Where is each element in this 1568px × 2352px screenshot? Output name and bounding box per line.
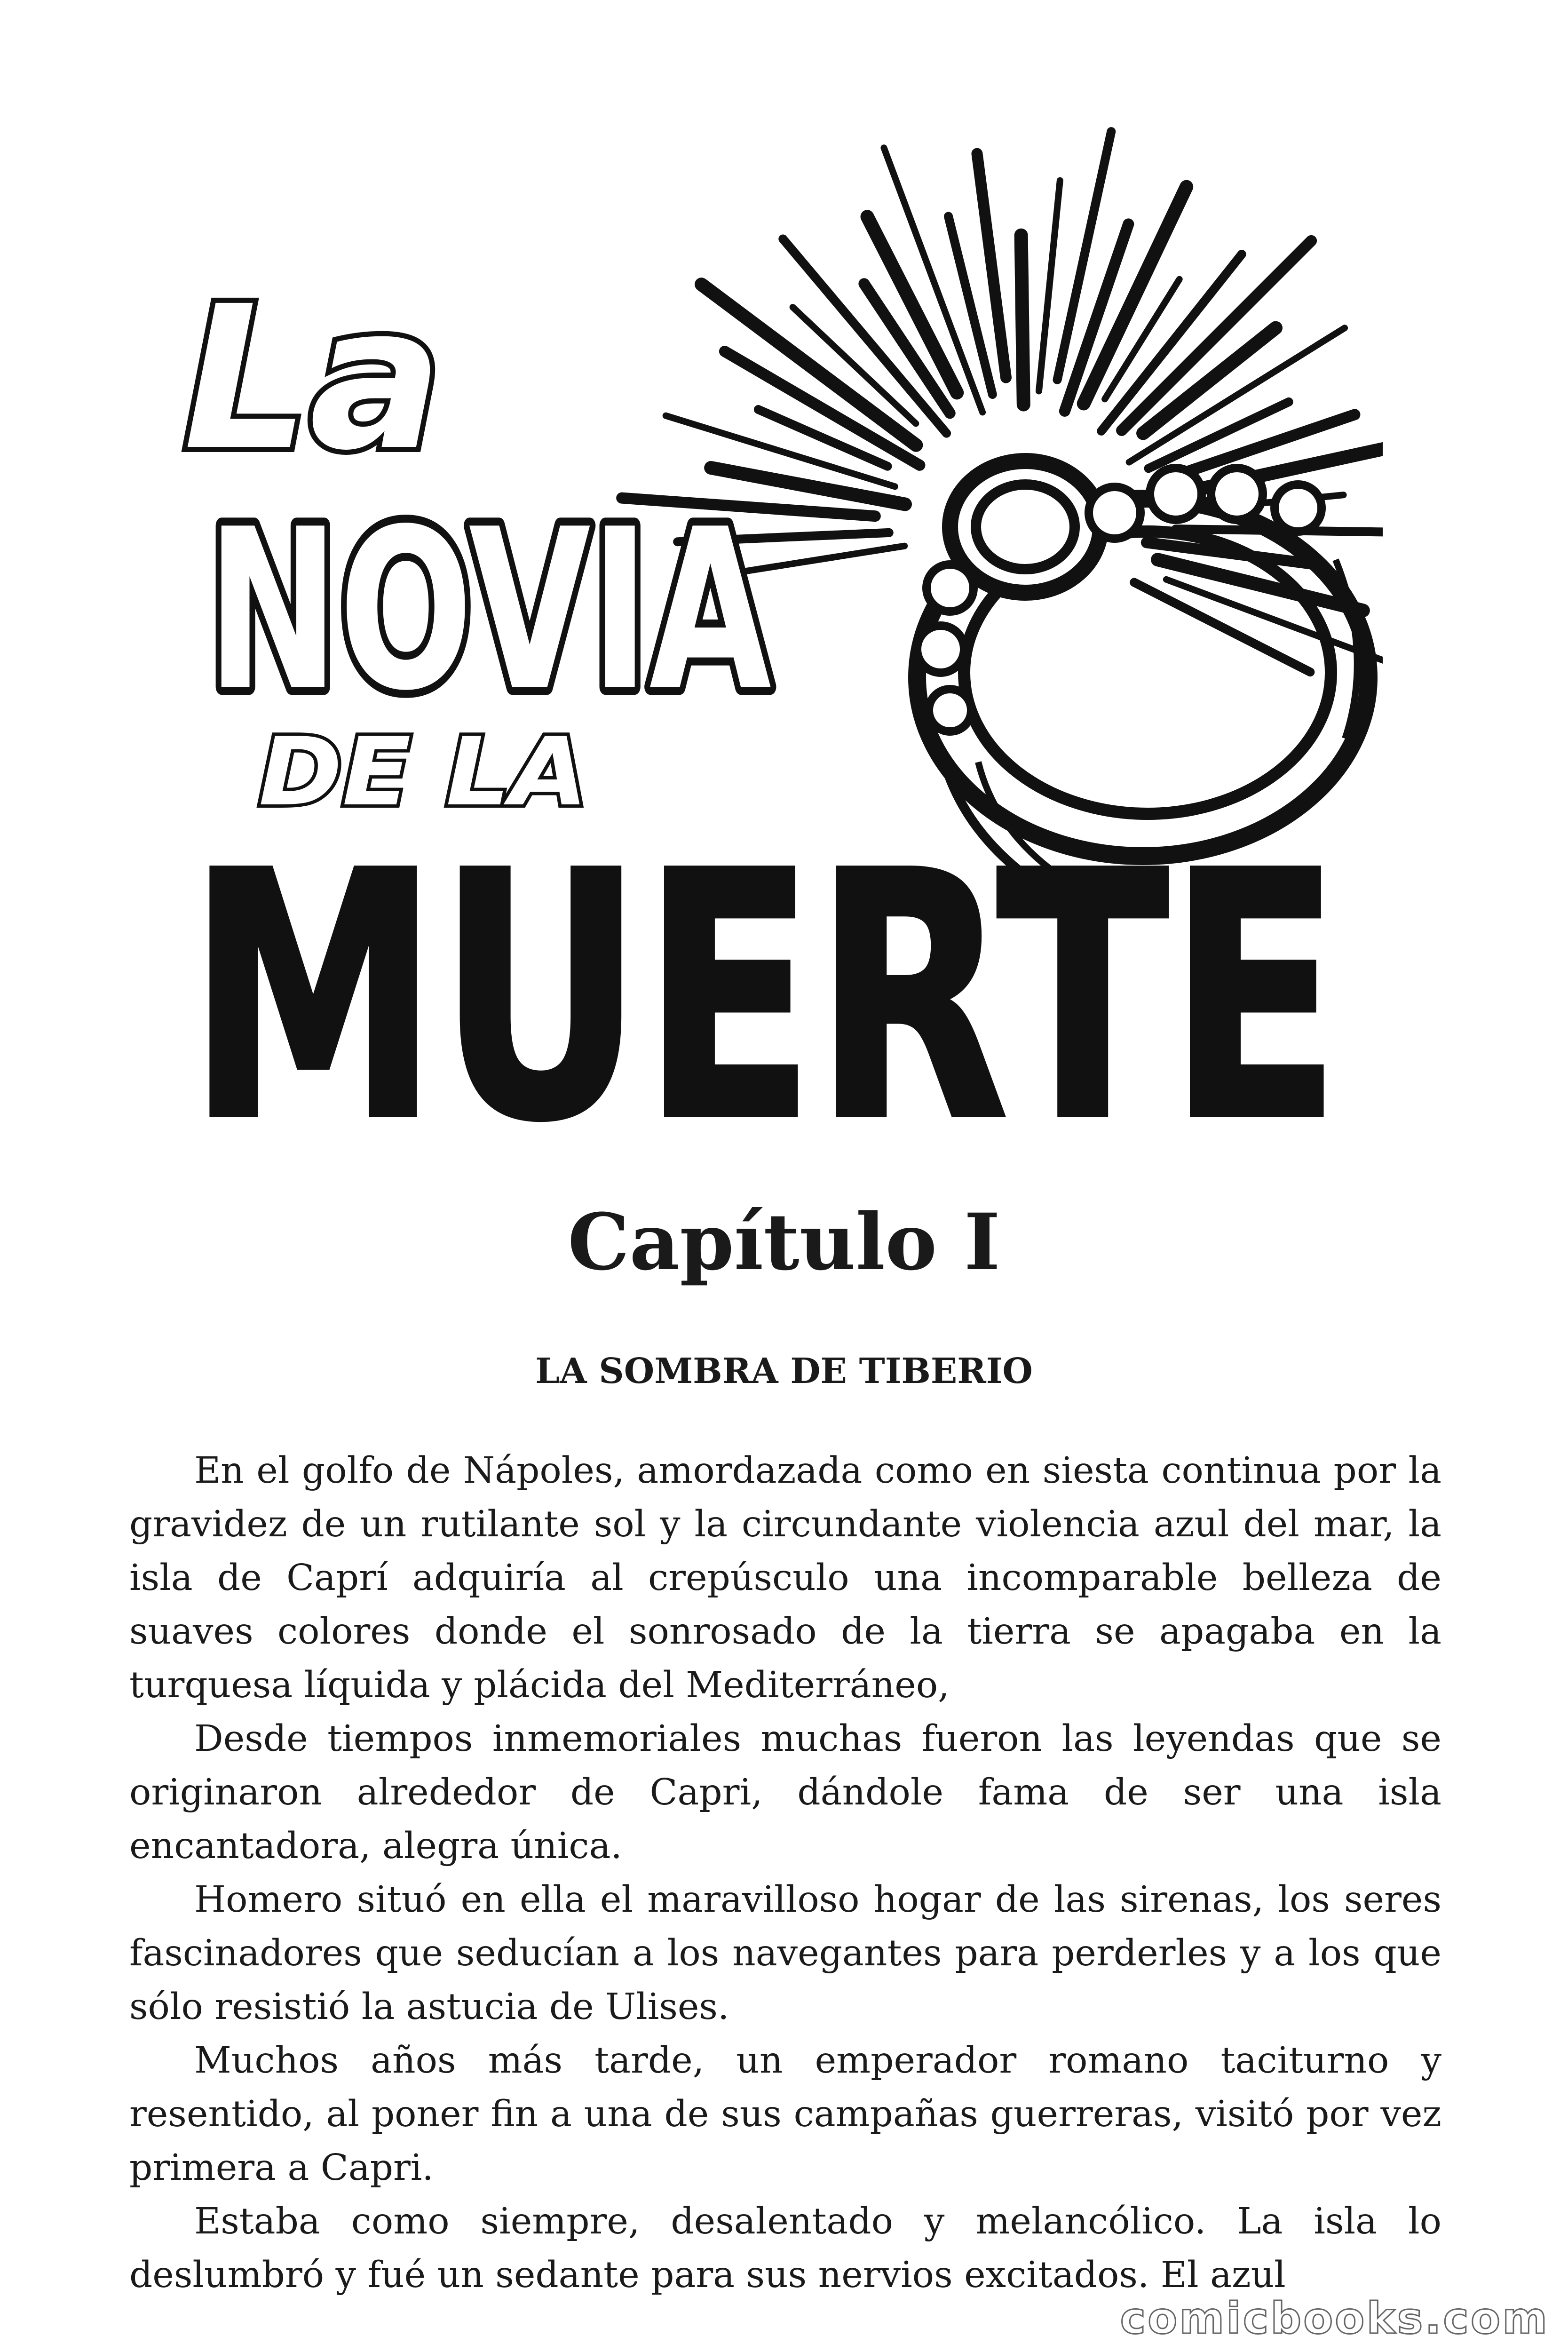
watermark: comicbooks.com [1120, 2293, 1549, 2344]
paragraph: En el golfo de Nápoles, amordazada como en siesta continua por la gravidez de un rutilante sol y la circundante violencia azul del mar, la isla de Caprí adquiría al crepúsculo una incomparable belleza de suaves colores donde el sonrosado de la tierra se apagaba en la turquesa líquida y plácida del Mediterráneo, [129, 1450, 1441, 1706]
burst-ray [1039, 181, 1060, 391]
title-art-novia: NOVIA [207, 482, 773, 739]
chapter-title: Capítulo I [568, 1196, 1000, 1287]
paragraph: Muchos años más tarde, un emperador romano taciturno y resentido, al poner fin a una de sus campañas guerreras, visitó por vez primera a Capri. [129, 2040, 1441, 2189]
title-illustration [179, 89, 1383, 1152]
burst-ray [1021, 235, 1023, 405]
title-art-la: La [183, 264, 443, 494]
title-art-de-la: DE LA [259, 717, 588, 827]
paragraph: Estaba como siempre, desalentado y melancólico. La isla lo deslumbró y fué un sedante para sus nervios excitados. El azul [129, 2201, 1441, 2296]
paragraph: Homero situó en ella el maravilloso hogar de las sirenas, los seres fascinadores que seducían a los navegantes para perderles y a los que sólo resistió la astucia de Ulises. [129, 1879, 1441, 2028]
chapter-subtitle: LA SOMBRA DE TIBERIO [535, 1351, 1033, 1391]
paragraph: Desde tiempos inmemoriales muchas fueron las leyendas que se originaron alrededor de Capri, dándole fama de ser una isla encantadora, alegra única. [129, 1718, 1441, 1867]
title-art-muerte: MUERTE [188, 801, 1340, 1152]
chapter-body [129, 1444, 1441, 2302]
